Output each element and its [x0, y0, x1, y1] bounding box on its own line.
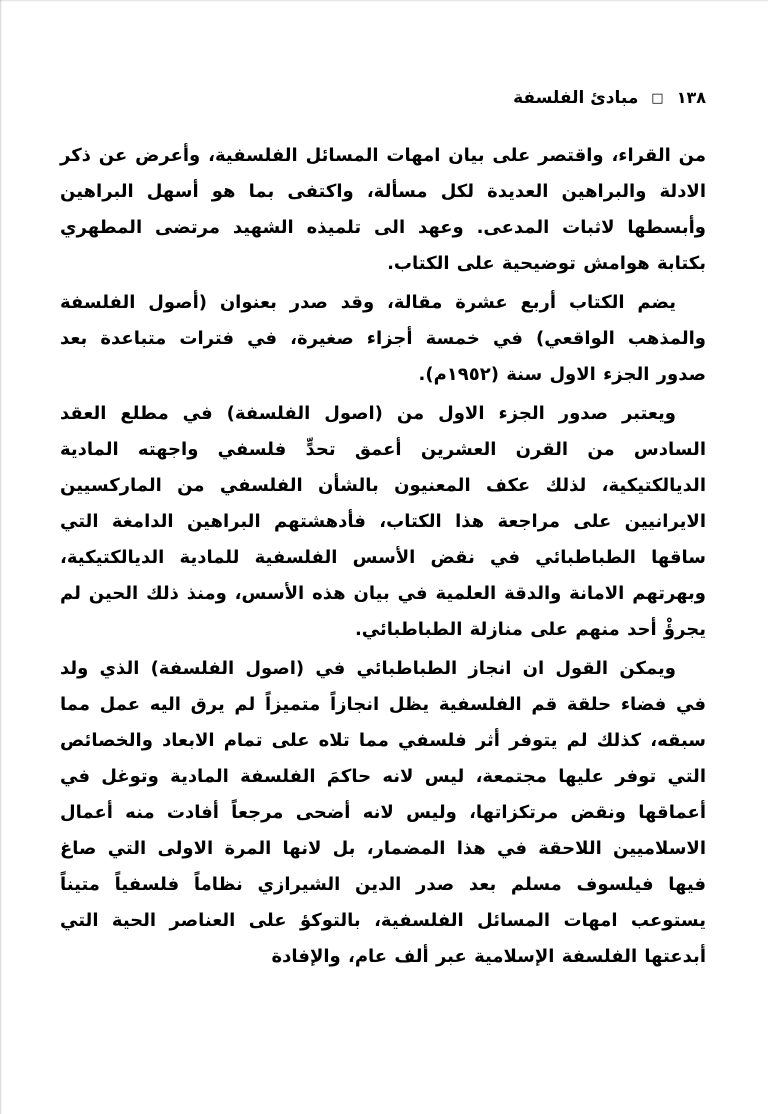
paragraph-1: من القراء، واقتصر على بيان امهات المسائل الفلسفية، وأعرض عن ذكر الادلة والبراهين العديدة لكل مسألة، واكتفى بما هو أسهل البراهين وأبسطها لاثبات المدعى. وعهد الى تلميذه الشهيد مرتضى المطهري بكتابة هوامش توضيحية على الكتاب.: [60, 145, 706, 274]
scan-edge-left: [0, 0, 2, 1114]
paragraph-3: ويعتبر صدور الجزء الاول من (اصول الفلسفة) في مطلع العقد السادس من القرن العشرين أعمق تحدٍّ فلسفي واجهته المادية الديالكتيكية، لذلك عكف المعنيون بالشأن الفلسفي من الماركسيين الايرانيين على مراجعة هذا الكتاب، فأدهشتهم البراهين الدامغة التي ساقها الطباطبائي في نقض الأسس الفلسفية للمادية الديالكتيكية، وبهرتهم الامانة والدقة العلمية في بيان هذه الأسس، ومنذ ذلك الحين لم يجرؤْ أحد منهم على منازلة الطباطبائي.: [60, 403, 706, 640]
book-title: مبادئ الفلسفة: [513, 88, 639, 108]
scan-edge-top: [0, 0, 768, 2]
page-content: [60, 88, 706, 975]
square-separator-icon: □: [651, 91, 664, 106]
running-header: [60, 88, 706, 108]
paragraph-2: يضم الكتاب أربع عشرة مقالة، وقد صدر بعنوان (أصول الفلسفة والمذهب الواقعي) في خمسة أجزاء صغيرة، في فترات متباعدة بعد صدور الجزء الاول سنة (١٩٥٢م).: [60, 292, 706, 385]
body-text: [60, 138, 706, 975]
paragraph-4: ويمكن القول ان انجاز الطباطبائي في (اصول الفلسفة) الذي ولد في فضاء حلقة قم الفلسفية يظل انجازاً متميزاً لم يرق اليه عمل مما سبقه، كذلك لم يتوفر أثر فلسفي مما تلاه على تمام الابعاد والخصائص التي توفر عليها مجتمعة، ليس لانه حاكمَ الفلسفة المادية وتوغل في أعماقها ونقض مرتكزاتها، وليس لانه أضحى مرجعاً أفادت منه أعمال الاسلاميين اللاحقة في هذا المضمار، بل لانها المرة الاولى التي صاغ فيها فيلسوف مسلم بعد صدر الدين الشيرازي نظاماً فلسفياً متيناً يستوعب امهات المسائل الفلسفية، بالتوكؤ على العناصر الحية التي أبدعتها الفلسفة الإسلامية عبر ألف عام، والإفادة: [60, 658, 706, 967]
page-number: ١٣٨: [676, 88, 706, 107]
